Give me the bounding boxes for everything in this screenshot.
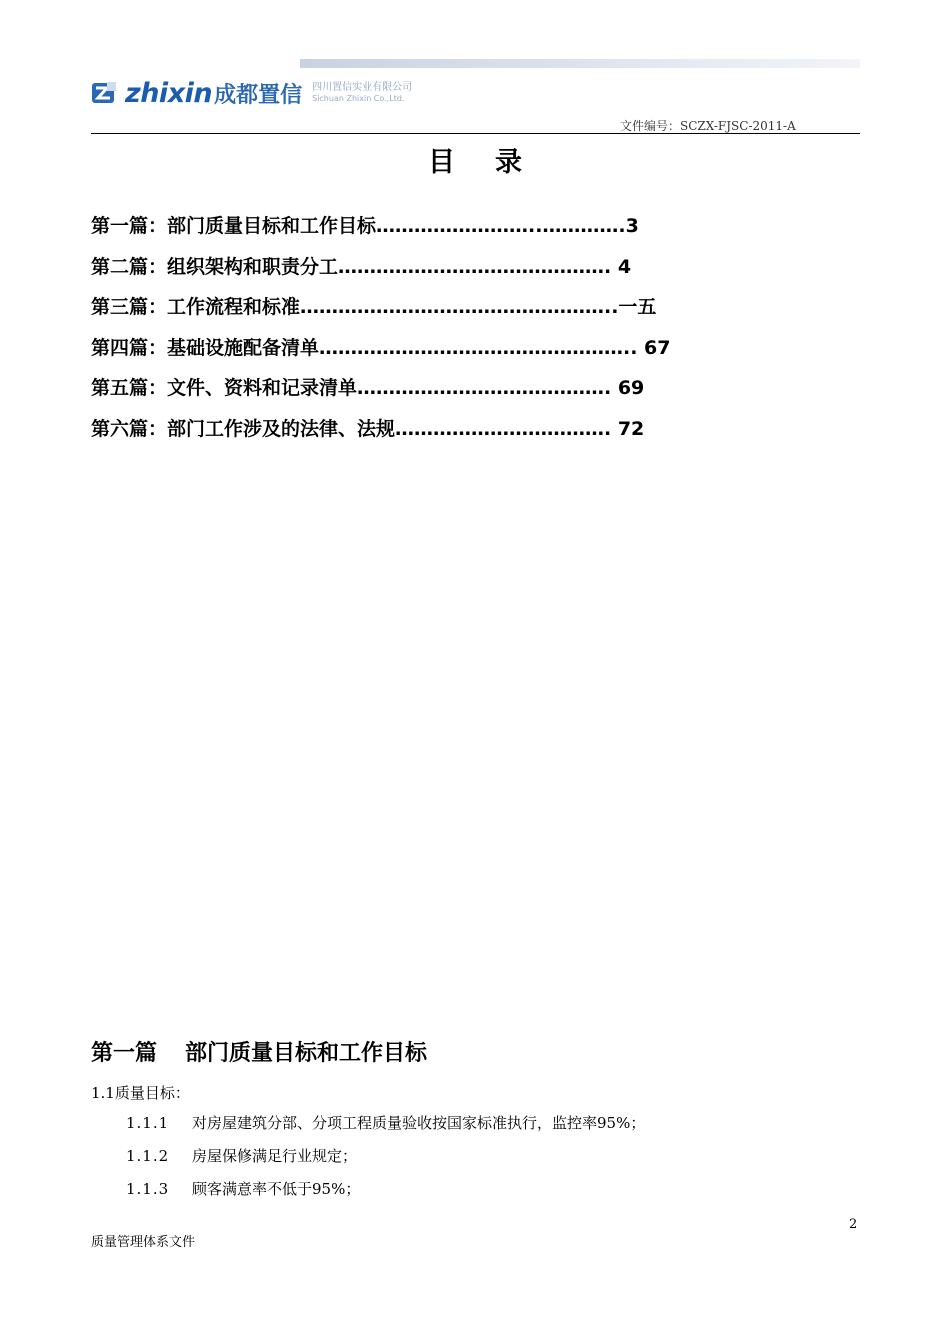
table-of-contents xyxy=(91,210,671,454)
toc-entry[interactable]: 第四篇：基础设施配备清单………………………………………….. 67 xyxy=(91,336,671,359)
item-number: 1.1.3 xyxy=(126,1180,170,1198)
quality-goals-list xyxy=(126,1111,645,1210)
list-item xyxy=(126,1111,645,1144)
logo-chinese-text: 成都置信 xyxy=(214,82,303,108)
list-item xyxy=(126,1177,645,1210)
page-number: 2 xyxy=(849,1217,858,1232)
item-number: 1.1.2 xyxy=(126,1147,170,1165)
document-code: 文件编号：SCZX-FJSC-2011-A xyxy=(620,119,796,133)
toc-entry[interactable]: 第六篇：部门工作涉及的法律、法规……………………………. 72 xyxy=(91,417,645,440)
toc-title: 目录 xyxy=(428,147,562,178)
logo-latin-text: zhixin xyxy=(125,77,213,109)
toc-entry[interactable]: 第五篇：文件、资料和记录清单…………………………………. 69 xyxy=(91,377,645,400)
company-logo xyxy=(91,76,412,110)
header-gradient-band xyxy=(300,59,860,68)
company-name-en: Sichuan Zhixin Co.,Ltd. xyxy=(312,94,405,103)
list-item xyxy=(126,1144,645,1177)
toc-entry[interactable]: 第二篇：组织架构和职责分工……………………………………. 4 xyxy=(91,255,632,278)
section-label: 第一篇 xyxy=(91,1041,158,1066)
toc-entry[interactable]: 第一篇：部门质量目标和工作目标……………………..………….3 xyxy=(91,215,639,237)
toc-entry[interactable]: 第三篇：工作流程和标准…………………………………………..一五 xyxy=(91,296,657,319)
company-name-cn: 四川置信实业有限公司 xyxy=(312,82,413,93)
item-text: 顾客满意率不低于95%； xyxy=(192,1180,361,1198)
item-text: 房屋保修满足行业规定； xyxy=(192,1147,358,1165)
item-number: 1.1.1 xyxy=(126,1114,170,1132)
footer-text: 质量管理体系文件 xyxy=(91,1235,196,1250)
quality-goals-heading: 1.1质量目标： xyxy=(91,1084,190,1102)
logo-mark-icon xyxy=(91,80,117,106)
logo-company-name xyxy=(312,82,412,104)
section-heading xyxy=(91,1036,427,1067)
item-text: 对房屋建筑分部、分项工程质量验收按国家标准执行，监控率95%； xyxy=(192,1114,646,1132)
header-divider xyxy=(91,133,860,134)
section-title-text: 部门质量目标和工作目标 xyxy=(185,1041,428,1066)
